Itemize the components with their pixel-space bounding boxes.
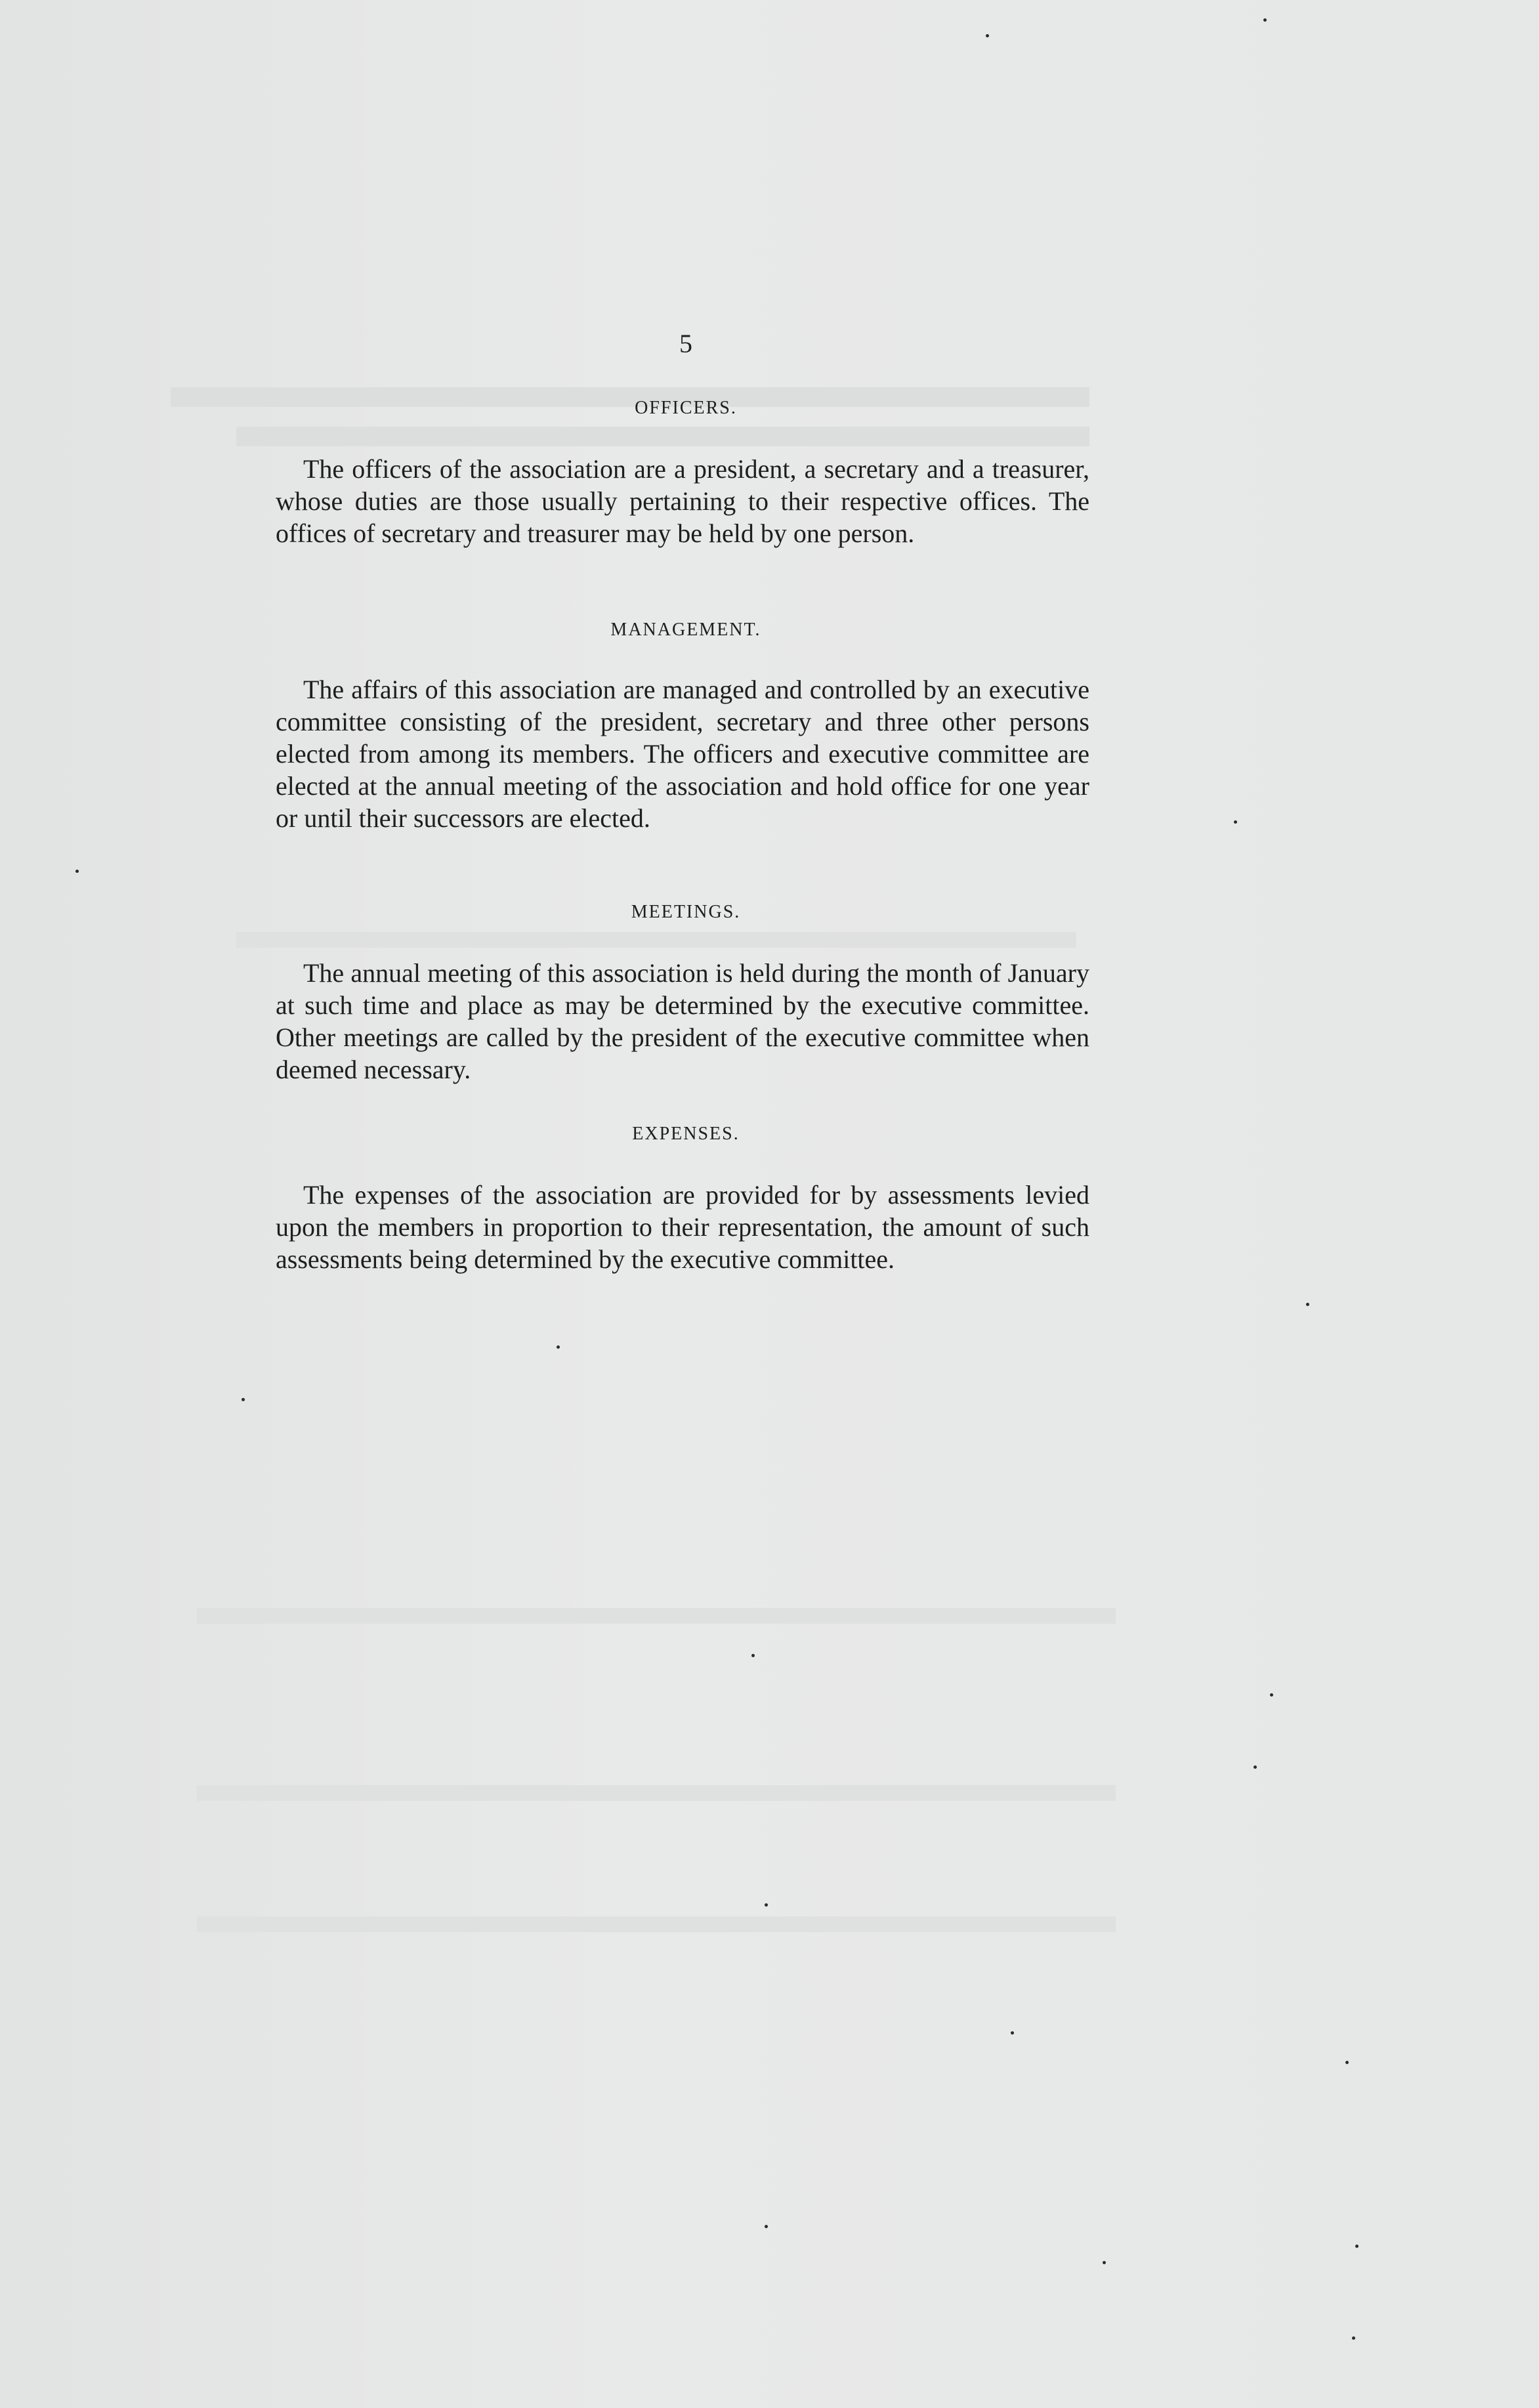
dust-speck xyxy=(1355,2245,1359,2248)
bleed-through-bar-4 xyxy=(197,1608,1116,1624)
dust-speck xyxy=(1103,2261,1106,2264)
dust-speck xyxy=(1254,1765,1257,1769)
heading-officers: OFFICERS. xyxy=(635,398,737,418)
bleed-through-bar-6 xyxy=(197,1916,1116,1932)
dust-speck xyxy=(1270,1693,1273,1697)
bleed-through-bar-2 xyxy=(236,427,1089,446)
dust-speck xyxy=(986,34,989,37)
paragraph-management: The affairs of this association are managed and controlled by an executive committee consisting of the president, secretary and three other persons elected from among its members. The officers and executive committee are elected at the annual meeting of the association and hold office for one year or until their successors are elected. xyxy=(276,675,1089,833)
dust-speck xyxy=(75,870,79,873)
paragraph-officers: The officers of the association are a president, a secretary and a treasurer, whose duties are those usually pertaining to their respective offices. The offices of secretary and treasurer may be held by one person. xyxy=(276,454,1089,548)
bleed-through-bar-5 xyxy=(197,1785,1116,1801)
heading-expenses: EXPENSES. xyxy=(632,1124,740,1144)
dust-speck xyxy=(765,1903,768,1907)
dust-speck xyxy=(1352,2336,1355,2340)
dust-speck xyxy=(765,2225,768,2228)
dust-speck xyxy=(242,1398,245,1401)
paragraph-meetings: The annual meeting of this association is held during the month of January at such time and place as may be determined by the executive committee. Other meetings are called by the president of the executive committee when deemed necessary. xyxy=(276,958,1089,1084)
dust-speck xyxy=(1263,18,1267,22)
heading-management: MANAGEMENT. xyxy=(610,620,761,640)
dust-speck xyxy=(1345,2061,1349,2064)
heading-meetings: MEETINGS. xyxy=(631,902,741,922)
paragraph-expenses: The expenses of the association are provided for by assessments levied upon the members in proportion to their representation, the amount of such assessments being determined by the executive committee. xyxy=(276,1180,1089,1274)
bleed-through-bar-3 xyxy=(236,932,1076,948)
page-number: 5 xyxy=(679,329,692,358)
dust-speck xyxy=(1234,820,1237,824)
dust-speck xyxy=(1306,1303,1309,1306)
dust-speck xyxy=(751,1654,755,1657)
dust-speck xyxy=(557,1345,560,1349)
dust-speck xyxy=(1011,2031,1014,2035)
